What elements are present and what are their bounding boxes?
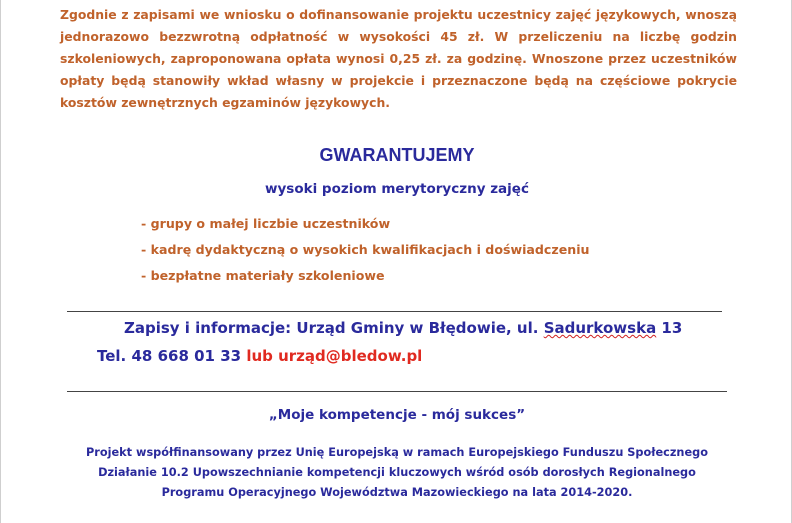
intro-paragraph: Zgodnie z zapisami we wniosku o dofinansowanie projektu uczestnicy zajęć językowych, wnoszą jednorazowo bezzwrotną odpłatność w wysokości 45 zł. W przeliczeniu na liczbę godzin szkoleniowych, zaproponowana opłata wynosi 0,25 zł. za godzinę. Wnoszone przez uczestników opłaty będą stanowiły wkład własny w projekcie i przeznaczone będą na częściowe pokrycie kosztów zewnętrznych egzaminów językowych. (60, 7, 737, 110)
contact-prefix: Zapisy i informacje: Urząd Gminy w Błędowie, ul. (124, 319, 544, 337)
divider-line (67, 311, 722, 312)
project-slogan: „Moje kompetencje - mój sukces” (268, 407, 526, 423)
phone-number: 48 668 01 33 (131, 347, 247, 365)
guarantee-title: GWARANTUJEMY (319, 145, 475, 165)
divider-line (67, 391, 727, 392)
footer-line: Programu Operacyjnego Województwa Mazowieckiego na lata 2014-2020. (161, 486, 633, 499)
list-item: - kadrę dydaktyczną o wysokich kwalifikacjach i doświadczeniu (141, 242, 590, 257)
list-item: - grupy o małej liczbie uczestników (141, 216, 391, 231)
footer-line: Projekt współfinansowany przez Unię Europejską w ramach Europejskiego Funduszu Społecznego (86, 446, 708, 459)
guarantee-subtitle: wysoki poziom merytoryczny zajęć (265, 181, 529, 197)
email-link[interactable]: lub urząd@bledow.pl (246, 347, 423, 365)
guarantee-list (141, 211, 590, 289)
phone-label: Tel. (97, 347, 132, 365)
footer-line: Działanie 10.2 Upowszechnianie kompetencji kluczowych wśród osób dorosłych Regionalnego (98, 466, 696, 479)
contact-street: Sadurkowska (543, 319, 657, 337)
list-item: - bezpłatne materiały szkoleniowe (141, 268, 385, 283)
contact-number: 13 (656, 319, 683, 337)
contact-phone-line (97, 347, 422, 365)
contact-address (124, 319, 682, 337)
funding-footer (1, 443, 792, 503)
